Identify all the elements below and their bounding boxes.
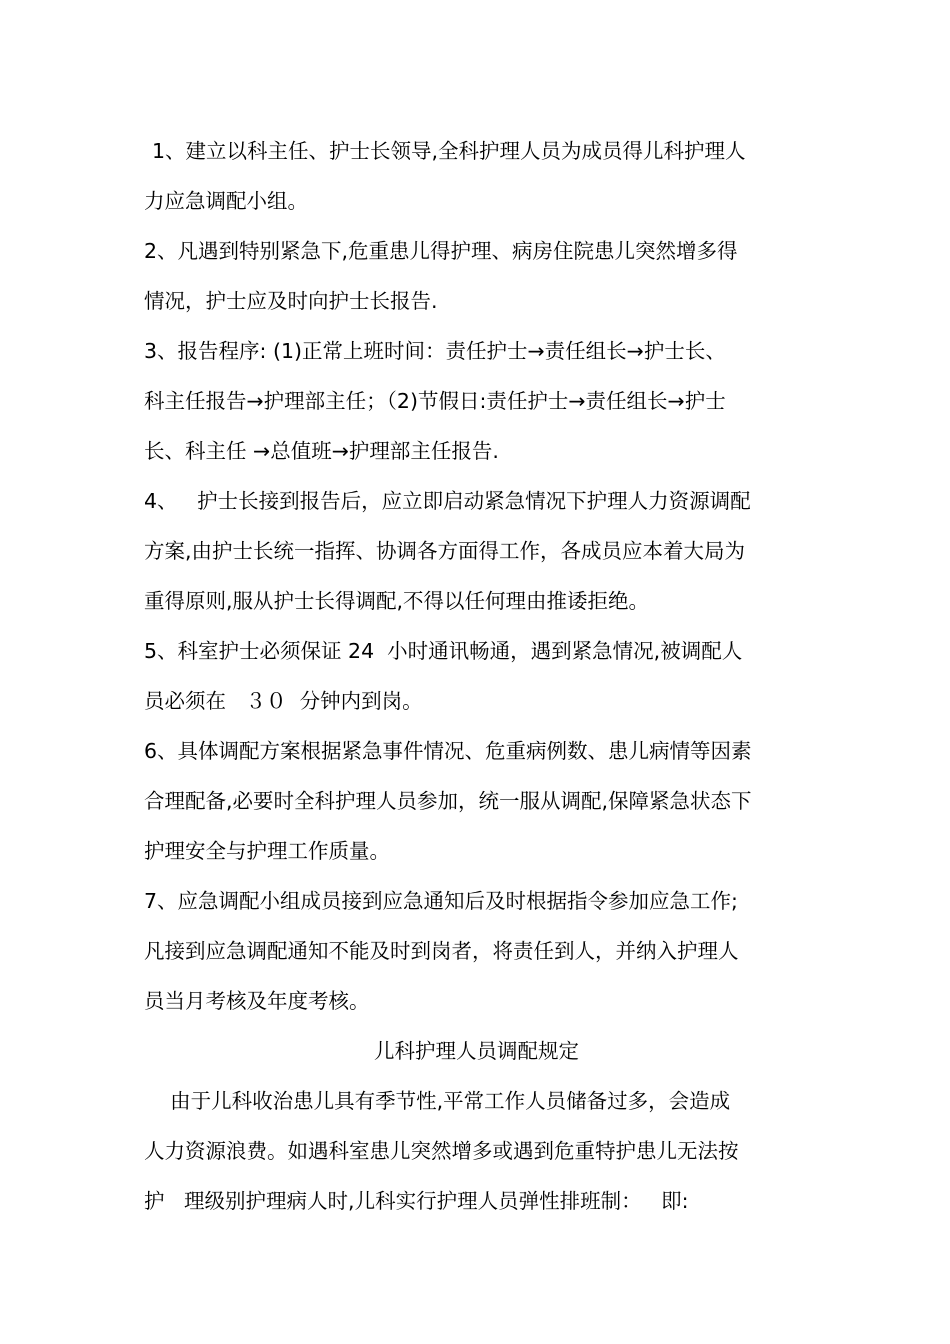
section-title: 儿科护理人员调配规定 <box>374 1039 579 1063</box>
text-line: 力应急调配小组。 <box>144 189 308 213</box>
text-line: 方案,由护士长统一指挥、协调各方面得工作，各成员应本着大局为 <box>144 539 746 563</box>
list-item-2 <box>144 226 809 326</box>
text-line: 凡接到应急调配通知不能及时到岗者，将责任到人，并纳入护理人 <box>144 939 739 963</box>
list-item-7 <box>144 876 809 1026</box>
text-line: 7、应急调配小组成员接到应急通知后及时根据指令参加应急工作; <box>144 889 738 913</box>
text-line: 重得原则,服从护士长得调配,不得以任何理由推诿拒绝。 <box>144 589 650 613</box>
text-line: 长、科主任 →总值班→护理部主任报告. <box>144 439 499 463</box>
list-item-1 <box>144 126 809 226</box>
list-item-6 <box>144 726 809 876</box>
text-line: 合理配备,必要时全科护理人员参加，统一服从调配,保障紧急状态下 <box>144 789 752 813</box>
text-line: 2、凡遇到特别紧急下,危重患儿得护理、病房住院患儿突然增多得 <box>144 239 738 263</box>
text-line: 情况，护士应及时向护士长报告. <box>144 289 438 313</box>
list-item-5 <box>144 626 809 726</box>
text-line: 科主任报告→护理部主任；（2)节假日:责任护士→责任组长→护士 <box>144 389 726 413</box>
text-line: 5、科室护士必须保证 24 小时通讯畅通，遇到紧急情况,被调配人 <box>144 639 743 663</box>
list-item-4 <box>144 476 809 626</box>
text-line: 1、建立以科主任、护士长领导,全科护理人员为成员得儿科护理人 <box>152 139 746 163</box>
text-line: 员当月考核及年度考核。 <box>144 989 370 1013</box>
text-line: 4、 护士长接到报告后，应立即启动紧急情况下护理人力资源调配 <box>144 489 751 513</box>
text-line: 护理安全与护理工作质量。 <box>144 839 390 863</box>
text-line: 员必须在 ３０ 分钟内到岗。 <box>144 689 423 713</box>
intro-paragraph <box>144 1076 809 1226</box>
text-line: 由于儿科收治患儿具有季节性,平常工作人员储备过多，会造成 <box>144 1089 731 1113</box>
text-line: 3、报告程序: (1)正常上班时间：责任护士→责任组长→护士长、 <box>144 339 726 363</box>
text-line: 6、具体调配方案根据紧急事件情况、危重病例数、患儿病情等因素 <box>144 739 752 763</box>
text-line: 护 理级别护理病人时,儿科实行护理人员弹性排班制： 即: <box>144 1189 689 1213</box>
list-item-3 <box>144 326 809 476</box>
text-line: 人力资源浪费。如遇科室患儿突然增多或遇到危重特护患儿无法按 <box>144 1139 739 1163</box>
document-page <box>144 126 809 1226</box>
